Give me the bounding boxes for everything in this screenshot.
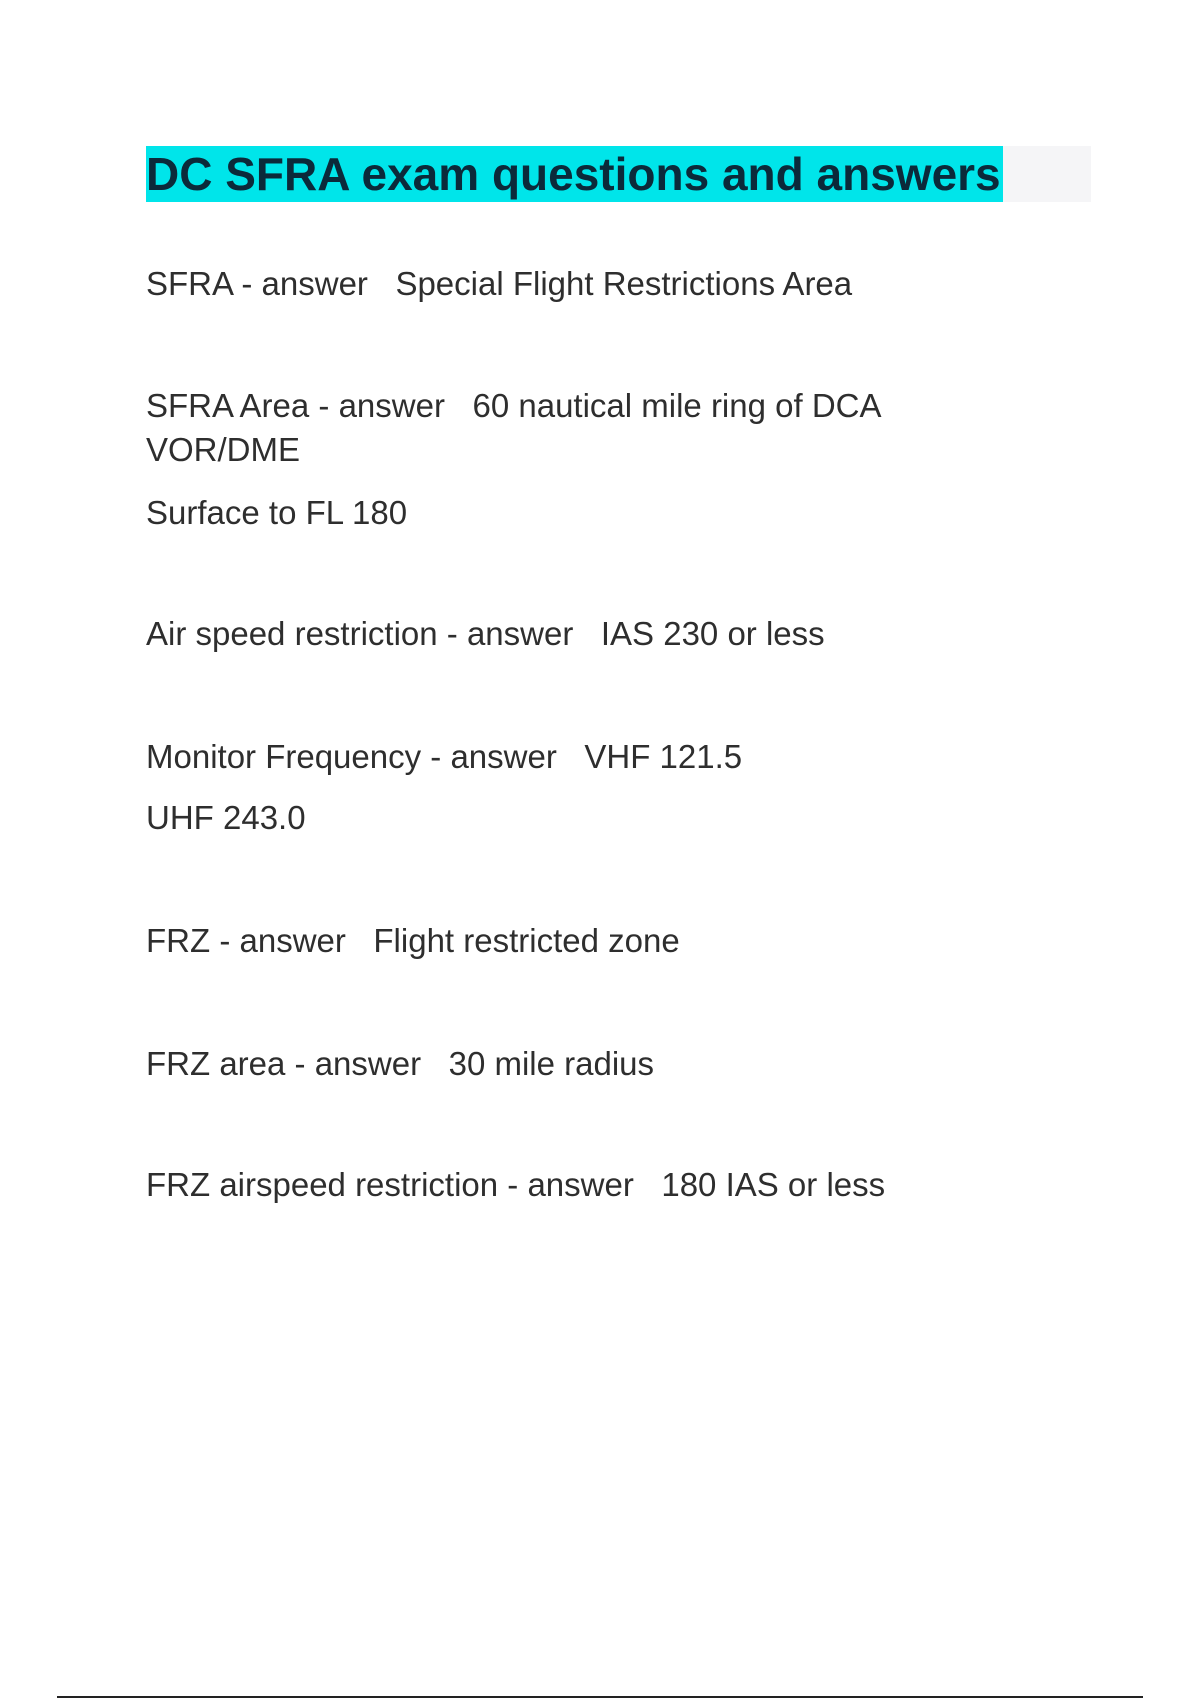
qa-definition: Special Flight Restrictions Area xyxy=(395,265,853,302)
qa-definition: VHF 121.5 xyxy=(584,738,743,775)
qa-term: SFRA xyxy=(146,265,233,302)
qa-term: Monitor Frequency xyxy=(146,738,422,775)
qa-definition: Flight restricted zone xyxy=(373,922,680,959)
qa-definition: 30 mile radius xyxy=(448,1045,655,1082)
qa-item xyxy=(146,735,1046,779)
qa-answer-label: answer xyxy=(466,615,574,652)
qa-definition: 60 nautical mile ring of DCA VOR/DME xyxy=(146,387,889,468)
document-title: DC SFRA exam questions and answers xyxy=(146,148,1001,200)
qa-term: FRZ xyxy=(146,922,211,959)
qa-item xyxy=(146,384,966,472)
qa-answer-label: answer xyxy=(261,265,368,302)
qa-term: FRZ area xyxy=(146,1045,286,1082)
qa-answer-label: answer xyxy=(314,1045,422,1082)
qa-answer-label: answer xyxy=(450,738,557,775)
qa-item xyxy=(146,919,1046,963)
qa-term: FRZ airspeed restriction xyxy=(146,1166,499,1203)
qa-item xyxy=(146,1042,1046,1086)
qa-separator: - xyxy=(285,1045,315,1082)
footer-rule xyxy=(57,1696,1143,1698)
qa-extra-line: UHF 243.0 xyxy=(146,799,306,836)
qa-separator: - xyxy=(421,738,451,775)
qa-term: SFRA Area xyxy=(146,387,310,424)
qa-item xyxy=(146,262,1046,306)
qa-item xyxy=(146,1163,1046,1207)
qa-separator: - xyxy=(309,387,339,424)
qa-answer-label: answer xyxy=(527,1166,634,1203)
qa-item xyxy=(146,612,1046,656)
qa-answer-label: answer xyxy=(239,922,346,959)
qa-term: Air speed restriction xyxy=(146,615,438,652)
qa-answer-label: answer xyxy=(338,387,445,424)
qa-separator: - xyxy=(232,265,262,302)
qa-definition: IAS 230 or less xyxy=(600,615,825,652)
qa-separator: - xyxy=(498,1166,528,1203)
qa-separator: - xyxy=(210,922,240,959)
qa-definition: 180 IAS or less xyxy=(661,1166,886,1203)
qa-extra-line: Surface to FL 180 xyxy=(146,494,408,531)
qa-separator: - xyxy=(437,615,467,652)
title-band xyxy=(146,146,1091,202)
